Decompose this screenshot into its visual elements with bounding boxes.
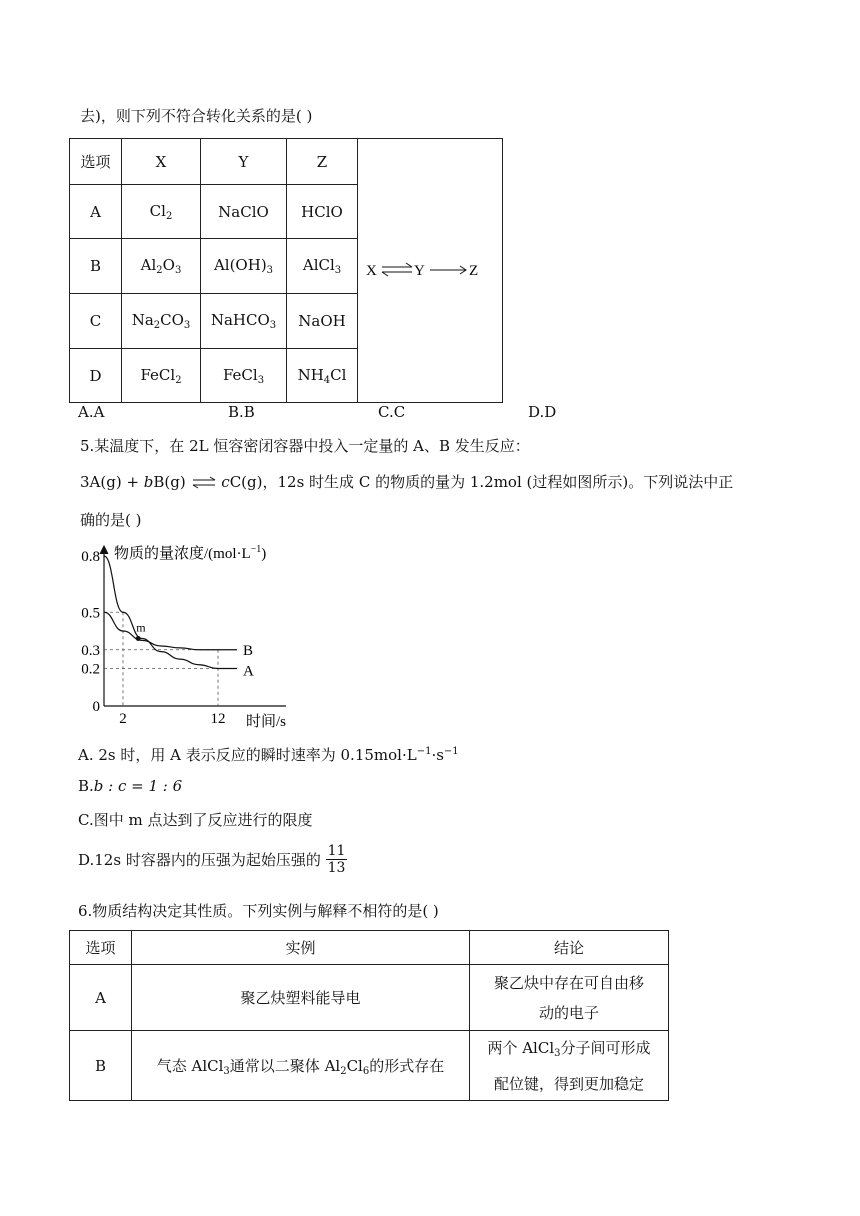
header-x: X bbox=[122, 139, 201, 185]
row-c-y: NaHCO$_3$ bbox=[201, 294, 287, 349]
row-d-x: FeCl$_2$ bbox=[122, 349, 201, 403]
fraction-11-13: $\frac{11}{13}$ bbox=[327, 843, 346, 876]
y-tick-label: 0.2 bbox=[81, 661, 100, 678]
q5-option-d[interactable]: D.12s 时容器内的压强为起始压强的 $\frac{11}{13}$ bbox=[78, 843, 346, 876]
chart-guides bbox=[104, 612, 218, 706]
q6-header-example: 实例 bbox=[132, 931, 470, 965]
row-d-z: $NH_4Cl$ bbox=[287, 349, 358, 403]
q5-stem-line1: 5.某温度下，在 2L 恒容密闭容器中投入一定量的 A、B 发生反应： bbox=[80, 437, 530, 455]
equilibrium-arrow-icon bbox=[191, 476, 217, 490]
row-d-option: D bbox=[70, 349, 122, 403]
row-a-z: HClO bbox=[287, 185, 358, 239]
q4-option-b[interactable]: B.B bbox=[228, 403, 255, 421]
conversion-scheme-graphic bbox=[358, 254, 502, 284]
concentration-time-chart bbox=[72, 536, 332, 736]
q5-stem-line3: 确的是( ) bbox=[80, 511, 142, 529]
row-b-option: B bbox=[70, 239, 122, 294]
q4-option-c[interactable]: C.C bbox=[378, 403, 406, 421]
header-y: Y bbox=[201, 139, 287, 185]
y-tick-label: 0.5 bbox=[81, 605, 100, 622]
row-c-option: C bbox=[70, 294, 122, 349]
series-label-B: B bbox=[243, 642, 254, 659]
q5-option-b[interactable]: B.b : c = 1 : 6 bbox=[78, 777, 183, 795]
q6-header-conclusion: 结论 bbox=[470, 931, 669, 965]
row-c-z: NaOH bbox=[287, 294, 358, 349]
row-b-z: AlCl$_3$ bbox=[287, 239, 358, 294]
q6-stem: 6.物质结构决定其性质。下列实例与解释不相符的是( ) bbox=[78, 902, 439, 920]
q6-row-a-conclusion: 聚乙炔中存在可自由移 动的电子 bbox=[470, 965, 669, 1031]
q5-stem-line2: 3A(g) + bB(g) cC(g)，12s 时生成 C 的物质的量为 1.2mol (过程如图所示)。下列说法中正 bbox=[80, 473, 734, 491]
row-c-x: $Na_2CO_3$ bbox=[122, 294, 201, 349]
q4-table bbox=[69, 138, 503, 403]
q6-row-b-example: 气态 AlCl$_3$通常以二聚体 $Al_2Cl_6$的形式存在 bbox=[132, 1031, 470, 1101]
scheme-z: Z bbox=[469, 262, 479, 279]
scheme-y: Y bbox=[414, 262, 425, 279]
chart-labels bbox=[81, 544, 286, 730]
q6-header-option: 选项 bbox=[70, 931, 132, 965]
row-a-option: A bbox=[70, 185, 122, 239]
chart-axes bbox=[100, 546, 286, 706]
y-axis-label-end: ) bbox=[261, 546, 267, 562]
q6-row-b-conclusion: 两个 AlCl$_3$分子间可形成 配位键，得到更加稳定 bbox=[470, 1031, 669, 1101]
series-line-A bbox=[104, 556, 237, 669]
y-axis-label: 物质的量浓度$/(mol\cdot L^{-1})$ bbox=[114, 544, 267, 562]
series-line-B bbox=[104, 612, 237, 650]
y-axis-label-sup: −1 bbox=[250, 544, 262, 555]
series-label-A: A bbox=[243, 663, 254, 680]
q6-row-a-example: 聚乙炔塑料能导电 bbox=[132, 965, 470, 1031]
row-b-y: $Al(OH)_3$ bbox=[201, 239, 287, 294]
row-a-x: $Cl_2$ bbox=[122, 185, 201, 239]
y-tick-label: 0.3 bbox=[81, 642, 100, 659]
row-a-y: NaClO bbox=[201, 185, 287, 239]
header-z: Z bbox=[287, 139, 358, 185]
y-tick-label: 0 bbox=[92, 699, 100, 715]
point-m-label: m bbox=[136, 620, 146, 635]
point-m bbox=[136, 636, 141, 641]
header-option: 选项 bbox=[70, 139, 122, 185]
q5-option-a[interactable]: A. 2s 时，用 A 表示反应的瞬时速率为 $0.15mol\cdot L^{-1}\cdot s^{-1}$ bbox=[78, 746, 459, 764]
x-tick-label: 12 bbox=[210, 711, 226, 727]
q4-stem-tail: 去)，则下列不符合转化关系的是( ) bbox=[80, 107, 313, 125]
y-tick-label: 0.8 bbox=[81, 549, 100, 565]
q4-option-d[interactable]: D.D bbox=[528, 403, 557, 421]
reaction-equation: 3A(g) + bB(g) cC(g) bbox=[80, 473, 263, 491]
q6-row-a-option: A bbox=[70, 965, 132, 1031]
x-tick-label: 2 bbox=[119, 711, 127, 727]
q4-option-a[interactable]: A.A bbox=[78, 403, 105, 421]
q6-row-b-option: B bbox=[70, 1031, 132, 1101]
row-b-x: $Al_2O_3$ bbox=[122, 239, 201, 294]
y-axis-arrow bbox=[100, 546, 108, 554]
q5-option-c[interactable]: C.图中 m 点达到了反应进行的限度 bbox=[78, 811, 313, 829]
chart-series bbox=[104, 556, 237, 669]
row-d-y: FeCl$_3$ bbox=[201, 349, 287, 403]
scheme-x: X bbox=[366, 262, 377, 279]
q6-table bbox=[69, 930, 669, 1101]
x-axis-label: 时间/s bbox=[246, 714, 287, 730]
conversion-scheme bbox=[358, 139, 503, 403]
